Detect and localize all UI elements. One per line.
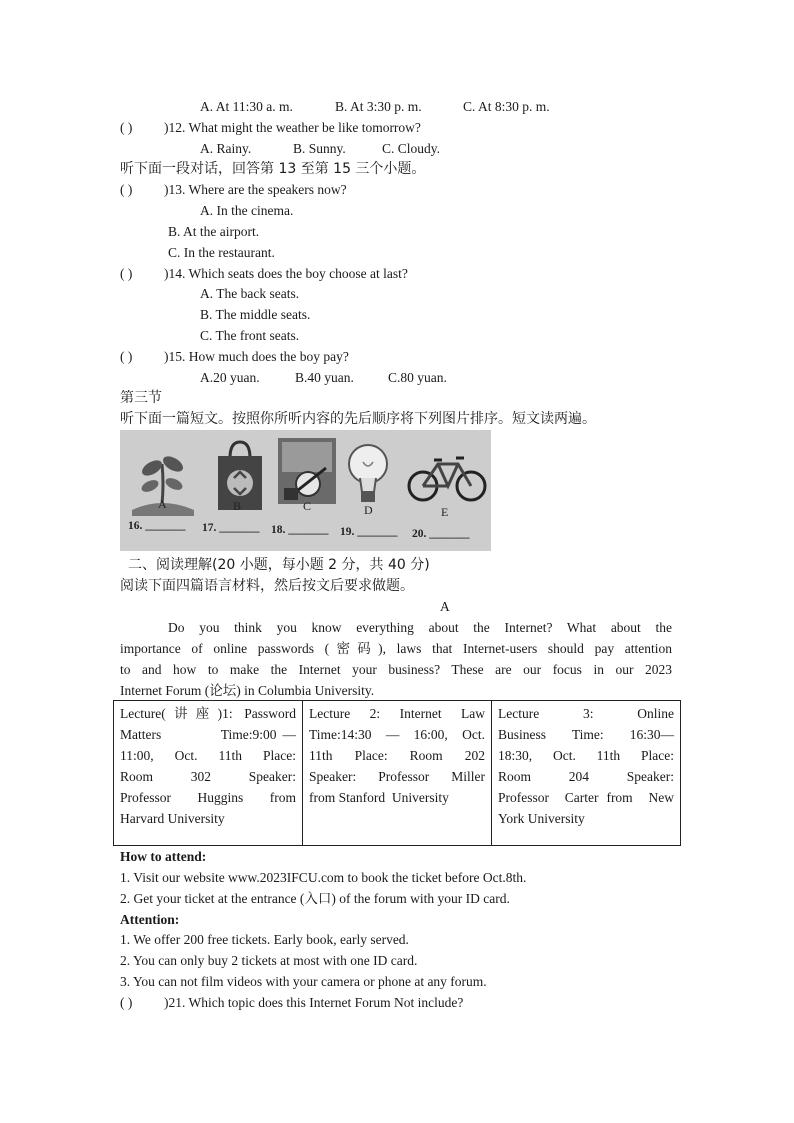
passage-a-line-2: importance of online passwords (密码), laws that Internet-users should pay attention xyxy=(120,641,672,656)
instruction-13-15: 听下面一段对话，回答第 13 至第 15 三个小题。 xyxy=(120,161,426,177)
lecture-3-line: Lecture 3: Online xyxy=(498,706,674,721)
photo-scene-icon xyxy=(278,438,336,504)
lecture-1-line: 11:00, Oct. 11th Place: xyxy=(120,748,296,763)
lecture-2-line: Time:14:30 — 16:00, Oct. xyxy=(309,727,485,742)
passage-a-line-4: Internet Forum (论坛) in Columbia University. xyxy=(120,683,375,698)
lecture-2-cell xyxy=(303,701,492,846)
section3-instruction: 听下面一篇短文。按照你所听内容的先后顺序将下列图片排序。短文读两遍。 xyxy=(120,411,596,427)
q12-blank[interactable]: ( ) xyxy=(120,120,133,135)
q14-blank[interactable]: ( ) xyxy=(120,266,133,281)
part2-heading: 二、阅读理解(20 小题，每小题 2 分，共 40 分) xyxy=(128,557,430,573)
how-to-attend-heading: How to attend: xyxy=(120,849,207,864)
lecture-3-line: Room 204 Speaker: xyxy=(498,769,674,784)
lecture-2-line: 11th Place: Room 202 xyxy=(309,748,485,763)
q15-option-a: A.20 yuan. xyxy=(200,370,260,385)
q12-option-a: A. Rainy. xyxy=(200,141,252,156)
attention-heading: Attention: xyxy=(120,912,180,927)
q15-options xyxy=(200,369,447,387)
q11-option-c: C. At 8:30 p. m. xyxy=(463,99,550,114)
q14-option-c: C. The front seats. xyxy=(200,328,300,343)
lecture-1-line: Professor Huggins from xyxy=(120,790,296,805)
q15-option-c: C.80 yuan. xyxy=(388,370,447,385)
picture-label-c: C xyxy=(303,499,312,513)
lecture-3-line: Professor Carter from New xyxy=(498,790,674,805)
picture-label-d: D xyxy=(364,503,373,517)
picture-label-e: E xyxy=(441,505,449,519)
passage-a-line-3: to and how to make the Internet your business? These are our focus in our 2023 xyxy=(120,662,672,677)
q11-option-b: B. At 3:30 p. m. xyxy=(335,99,422,114)
lecture-2-line: Speaker: Professor Miller xyxy=(309,769,485,784)
passage-a-line-1: Do you think you know everything about the Internet? What about the xyxy=(168,620,672,635)
lecture-3-cell xyxy=(492,701,681,846)
lecture-3-line: York University xyxy=(498,811,585,826)
picture-label-b: B xyxy=(233,499,242,513)
attention-item-1: 1. We offer 200 free tickets. Early book, early served. xyxy=(120,932,409,947)
answer-blank-18[interactable]: 18. _______ xyxy=(271,524,329,536)
q15-blank[interactable]: ( ) xyxy=(120,349,133,364)
q21-blank[interactable]: ( ) xyxy=(120,995,133,1010)
q11-option-a: A. At 11:30 a. m. xyxy=(200,99,293,114)
answer-blank-19[interactable]: 19. _______ xyxy=(340,526,398,538)
attention-item-3: 3. You can not film videos with your camera or phone at any forum. xyxy=(120,974,487,989)
passage-a-label: A xyxy=(440,599,450,614)
q21-stem: )21. Which topic does this Internet Forum Not include? xyxy=(164,995,464,1010)
lecture-3-line: Business Time: 16:30— xyxy=(498,727,674,742)
lecture-1-line: Room 302 Speaker: xyxy=(120,769,296,784)
section3-title: 第三节 xyxy=(120,390,162,406)
lecture-table xyxy=(113,700,681,846)
q12-options xyxy=(200,140,440,158)
lecture-3-line: 18:30, Oct. 11th Place: xyxy=(498,748,674,763)
lecture-1-line: Lecture(讲座)1: Password xyxy=(120,706,296,721)
answer-blank-20[interactable]: 20. _______ xyxy=(412,528,470,540)
q13-blank[interactable]: ( ) xyxy=(120,182,133,197)
answer-blank-17[interactable]: 17. _______ xyxy=(202,522,260,534)
part2-instruction: 阅读下面四篇语言材料，然后按文后要求做题。 xyxy=(120,578,414,594)
q12-stem: )12. What might the weather be like tomorrow? xyxy=(164,120,421,135)
attention-item-2: 2. You can only buy 2 tickets at most with one ID card. xyxy=(120,953,418,968)
picture-strip xyxy=(120,430,491,551)
q15-option-b: B.40 yuan. xyxy=(295,370,354,385)
lecture-1-line: Harvard University xyxy=(120,811,225,826)
q11-options xyxy=(200,98,550,116)
q12-option-b: B. Sunny. xyxy=(293,141,346,156)
q12-option-c: C. Cloudy. xyxy=(382,141,441,156)
lecture-2-line: Lecture 2: Internet Law xyxy=(309,706,485,721)
lecture-2-line: from Stanford University xyxy=(309,790,449,805)
q13-option-b: B. At the airport. xyxy=(168,224,260,239)
how-to-attend-item-1: 1. Visit our website www.2023IFCU.com to book the ticket before Oct.8th. xyxy=(120,870,527,885)
lecture-1-cell xyxy=(114,701,303,846)
q13-option-c: C. In the restaurant. xyxy=(168,245,275,260)
answer-blank-16[interactable]: 16. _______ xyxy=(128,520,186,532)
picture-label-a: A xyxy=(158,497,167,511)
q13-stem: )13. Where are the speakers now? xyxy=(164,182,347,197)
q14-option-a: A. The back seats. xyxy=(200,286,300,301)
q15-stem: )15. How much does the boy pay? xyxy=(164,349,349,364)
q14-option-b: B. The middle seats. xyxy=(200,307,311,322)
q14-stem: )14. Which seats does the boy choose at last? xyxy=(164,266,408,281)
lecture-1-line: Matters Time:9:00 — xyxy=(120,727,296,742)
q13-option-a: A. In the cinema. xyxy=(200,203,294,218)
how-to-attend-item-2: 2. Get your ticket at the entrance (入口) of the forum with your ID card. xyxy=(120,891,510,906)
